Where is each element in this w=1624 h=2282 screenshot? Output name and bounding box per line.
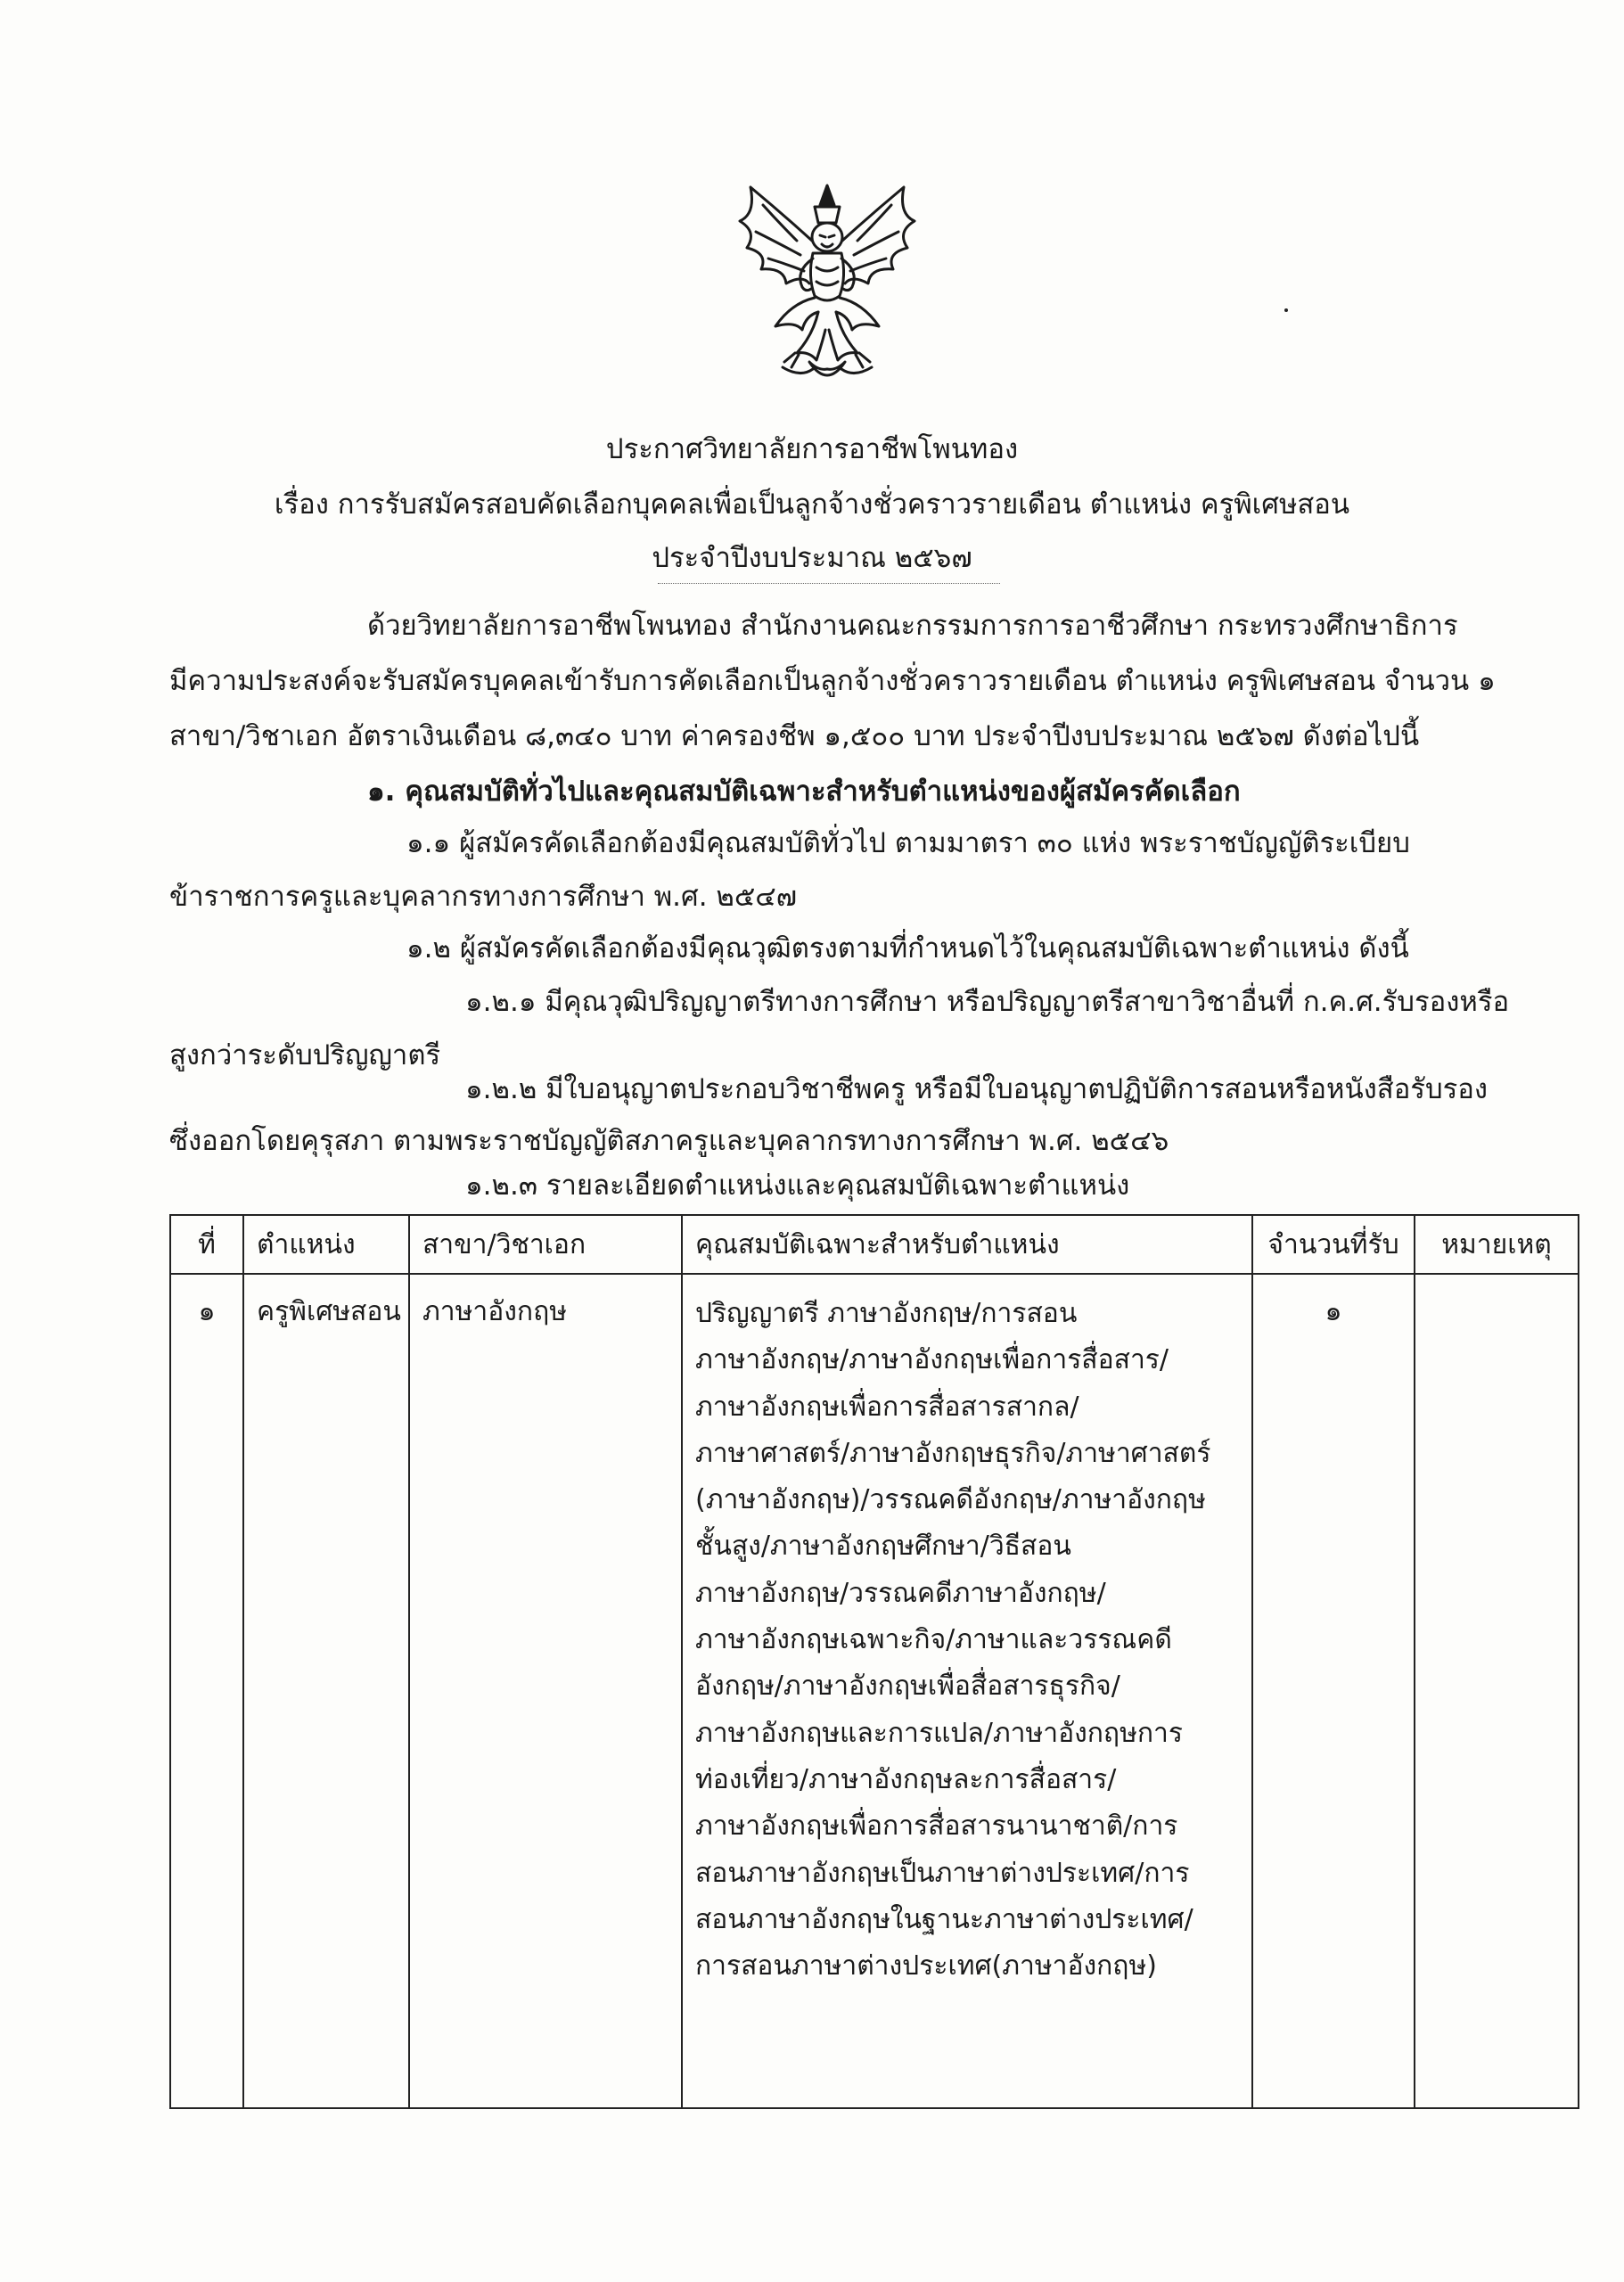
item-1-2-2-line-1: ๑.๒.๒ มีใบอนุญาตประกอบวิชาชีพครู หรือมีใบอนุญาตปฏิบัติการสอนหรือหนังสือรับรอง: [465, 1073, 1489, 1105]
item-1-1-line-2: ข้าราชการครูและบุคลากรทางการศึกษา พ.ศ. ๒๕๔๗: [169, 881, 798, 913]
intro-line-1: ด้วยวิทยาลัยการอาชีพโพนทอง สำนักงานคณะกรรมการการอาชีวศึกษา กระทรวงศึกษาธิการ: [367, 610, 1458, 642]
col-header-quota: จำนวนที่รับ: [1252, 1215, 1415, 1274]
item-1-2-1-line-2: สูงกว่าระดับปริญญาตรี: [169, 1039, 441, 1071]
qualification-line: (ภาษาอังกฤษ)/วรรณคดีอังกฤษ/ภาษาอังกฤษ: [695, 1484, 1206, 1516]
item-1-2: ๑.๒ ผู้สมัครคัดเลือกต้องมีคุณวุฒิตรงตามที่กำหนดไว้ในคุณสมบัติเฉพาะตำแหน่ง ดังนี้: [406, 932, 1409, 965]
header-divider: [658, 583, 1000, 584]
cell-remark: [1415, 1274, 1579, 2108]
position-table: [169, 1214, 1579, 2109]
fiscal-year: ประจำปีงบประมาณ ๒๕๖๗: [652, 542, 972, 574]
cell-quota: ๑: [1252, 1274, 1415, 2108]
cell-no: ๑: [170, 1274, 243, 2108]
intro-line-3: สาขา/วิชาเอก อัตราเงินเดือน ๘,๓๔๐ บาท ค่าครองชีพ ๑,๕๐๐ บาท ประจำปีงบประมาณ ๒๕๖๗ ดังต่อไปนี้: [169, 720, 1420, 752]
item-1-1-line-1: ๑.๑ ผู้สมัครคัดเลือกต้องมีคุณสมบัติทั่วไป ตามมาตรา ๓๐ แห่ง พระราชบัญญัติระเบียบ: [406, 827, 1410, 859]
intro-line-2: มีความประสงค์จะรับสมัครบุคคลเข้ารับการคัดเลือกเป็นลูกจ้างชั่วคราวรายเดือน ตำแหน่ง ครูพิเศษสอน จำนวน ๑: [169, 665, 1496, 697]
col-header-major: สาขา/วิชาเอก: [409, 1215, 682, 1274]
item-1-2-2-line-2: ซึ่งออกโดยคุรุสภา ตามพระราชบัญญัติสภาครูและบุคลากรทางการศึกษา พ.ศ. ๒๕๔๖: [169, 1125, 1169, 1157]
qualification-line: ภาษาอังกฤษเฉพาะกิจ/ภาษาและวรรณคดี: [695, 1624, 1172, 1656]
qualification-line: สอนภาษาอังกฤษในฐานะภาษาต่างประเทศ/: [695, 1903, 1193, 1935]
section-1-heading: ๑. คุณสมบัติทั่วไปและคุณสมบัติเฉพาะสำหรับตำแหน่งของผู้สมัครคัดเลือก: [367, 776, 1241, 808]
announcement-subject: เรื่อง การรับสมัครสอบคัดเลือกบุคคลเพื่อเป็นลูกจ้างชั่วคราวรายเดือน ตำแหน่ง ครูพิเศษสอน: [274, 488, 1350, 521]
position-table-wrap: [169, 1214, 1578, 2109]
qualification-line: ท่องเที่ยว/ภาษาอังกฤษละการสื่อสาร/: [695, 1763, 1117, 1795]
col-header-qualification: คุณสมบัติเฉพาะสำหรับตำแหน่ง: [682, 1215, 1252, 1274]
col-header-position: ตำแหน่ง: [243, 1215, 409, 1274]
item-1-2-1-line-1: ๑.๒.๑ มีคุณวุฒิปริญญาตรีทางการศึกษา หรือปริญญาตรีสาขาวิชาอื่นที่ ก.ค.ศ.รับรองหรือ: [465, 986, 1510, 1018]
qualification-line: ภาษาอังกฤษ/วรรณคดีภาษาอังกฤษ/: [695, 1577, 1106, 1609]
qualification-line: ภาษาอังกฤษ/ภาษาอังกฤษเพื่อการสื่อสาร/: [695, 1344, 1169, 1376]
cell-major: ภาษาอังกฤษ: [409, 1274, 682, 2108]
qualification-line: ภาษาอังกฤษเพื่อการสื่อสารสากล/: [695, 1391, 1079, 1423]
col-header-no: ที่: [170, 1215, 243, 1274]
qualification-line: การสอนภาษาต่างประเทศ(ภาษาอังกฤษ): [695, 1950, 1157, 1982]
issuer-title: ประกาศวิทยาลัยการอาชีพโพนทอง: [605, 433, 1019, 465]
qualification-line: ภาษาอังกฤษและการแปล/ภาษาอังกฤษการ: [695, 1717, 1183, 1749]
qualification-line: อังกฤษ/ภาษาอังกฤษเพื่อสื่อสารธุรกิจ/: [695, 1670, 1120, 1703]
cell-position: ครูพิเศษสอน: [243, 1274, 409, 2108]
qualification-line: ชั้นสูง/ภาษาอังกฤษศึกษา/วิธีสอน: [695, 1531, 1071, 1563]
qualification-line: ปริญญาตรี ภาษาอังกฤษ/การสอน: [695, 1298, 1078, 1329]
stray-mark: [1284, 308, 1288, 312]
table-row: [170, 1274, 1579, 2108]
cell-qualification: [682, 1274, 1252, 2108]
item-1-2-3: ๑.๒.๓ รายละเอียดตำแหน่งและคุณสมบัติเฉพาะตำแหน่ง: [465, 1170, 1130, 1202]
garuda-emblem-icon: [720, 178, 934, 392]
qualification-line: ภาษาอังกฤษเพื่อการสื่อสารนานาชาติ/การ: [695, 1810, 1178, 1843]
table-header-row: [170, 1215, 1579, 1274]
qualification-line: สอนภาษาอังกฤษเป็นภาษาต่างประเทศ/การ: [695, 1857, 1190, 1889]
col-header-remark: หมายเหตุ: [1415, 1215, 1579, 1274]
qualification-line: ภาษาศาสตร์/ภาษาอังกฤษธุรกิจ/ภาษาศาสตร์: [695, 1437, 1211, 1469]
